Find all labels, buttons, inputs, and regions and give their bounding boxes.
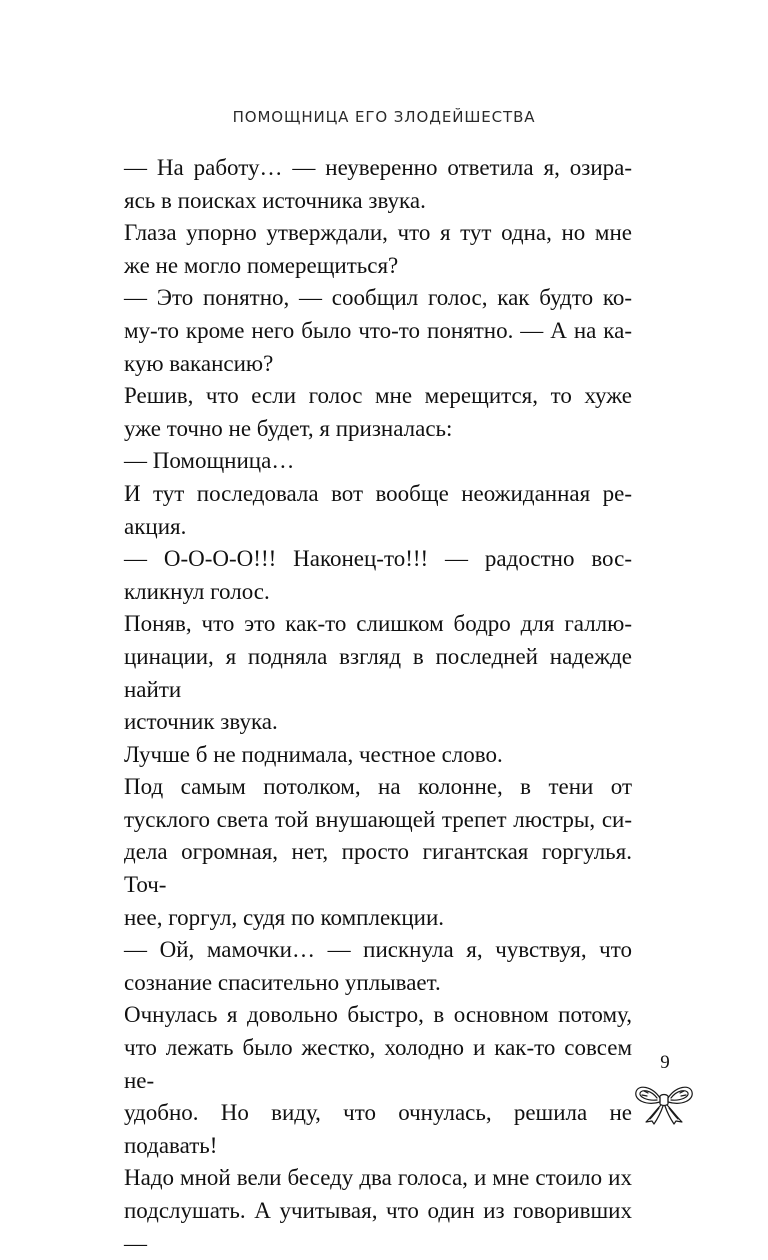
text-line: же не могло померещиться? — [124, 252, 399, 278]
text-line: нее, горгул, судя по комплекции. — [124, 904, 445, 930]
text-line: ясь в поисках источника звука. — [124, 187, 426, 213]
text-line: му-то кроме него было что-то понятно. — А на ка- — [124, 317, 632, 343]
text-line: Под самым потолком, на колонне, в тени от — [124, 774, 632, 800]
body-text — [124, 152, 632, 1260]
text-line: акция. — [124, 513, 187, 539]
text-line: тусклого света той внушающей трепет люстры, си- — [124, 806, 632, 832]
text-line: что лежать было жестко, холодно и как-то совсем не- — [124, 1035, 632, 1093]
text-line: Решив, что если голос мне мерещится, то хуже — [124, 383, 632, 409]
text-line: источник звука. — [124, 709, 278, 735]
text-line: сознание спасительно уплывает. — [124, 969, 441, 995]
text-line: — На работу… — неуверенно ответила я, озира- — [124, 155, 632, 180]
text-line: — Помощница… — [124, 448, 295, 474]
text-line: — О-О-О-О!!! Наконец-то!!! — радостно вос- — [124, 546, 632, 572]
text-line: удобно. Но виду, что очнулась, решила не подавать! — [124, 1100, 632, 1158]
text-line: дела огромная, нет, просто гигантская горгулья. Точ- — [124, 839, 632, 898]
text-line: — Это понятно, — сообщил голос, как будто ко- — [124, 285, 632, 311]
text-line: уже точно не будет, я призналась: — [124, 415, 453, 441]
text-line: кликнул голос. — [124, 578, 270, 604]
text-line: — Ой, мамочки… — пискнула я, чувствуя, что — [124, 937, 632, 963]
text-line: Надо мной вели беседу два голоса, и мне стоило их — [124, 1165, 632, 1191]
page-number: 9 — [660, 1052, 670, 1073]
text-line: Лучше б не поднимала, честное слово. — [124, 741, 503, 767]
text-line: кую вакансию? — [124, 350, 274, 376]
text-line: Глаза упорно утверждали, что я тут одна, но мне — [124, 220, 632, 246]
text-line: И тут последовала вот вообще неожиданная ре- — [124, 480, 632, 506]
text-line: подслушать. А учитывая, что один из говоривших — — [124, 1198, 632, 1256]
text-line: Поняв, что это как-то слишком бодро для галлю- — [124, 611, 632, 637]
running-head-title: ПОМОЩНИЦА ЕГО ЗЛОДЕЙШЕСТВА — [232, 108, 536, 126]
text-line: цинации, я подняла взгляд в последней надежде найти — [124, 643, 632, 702]
text-line: Очнулась я довольно быстро, в основном потому, — [124, 1002, 632, 1028]
bow-icon — [632, 1078, 696, 1126]
